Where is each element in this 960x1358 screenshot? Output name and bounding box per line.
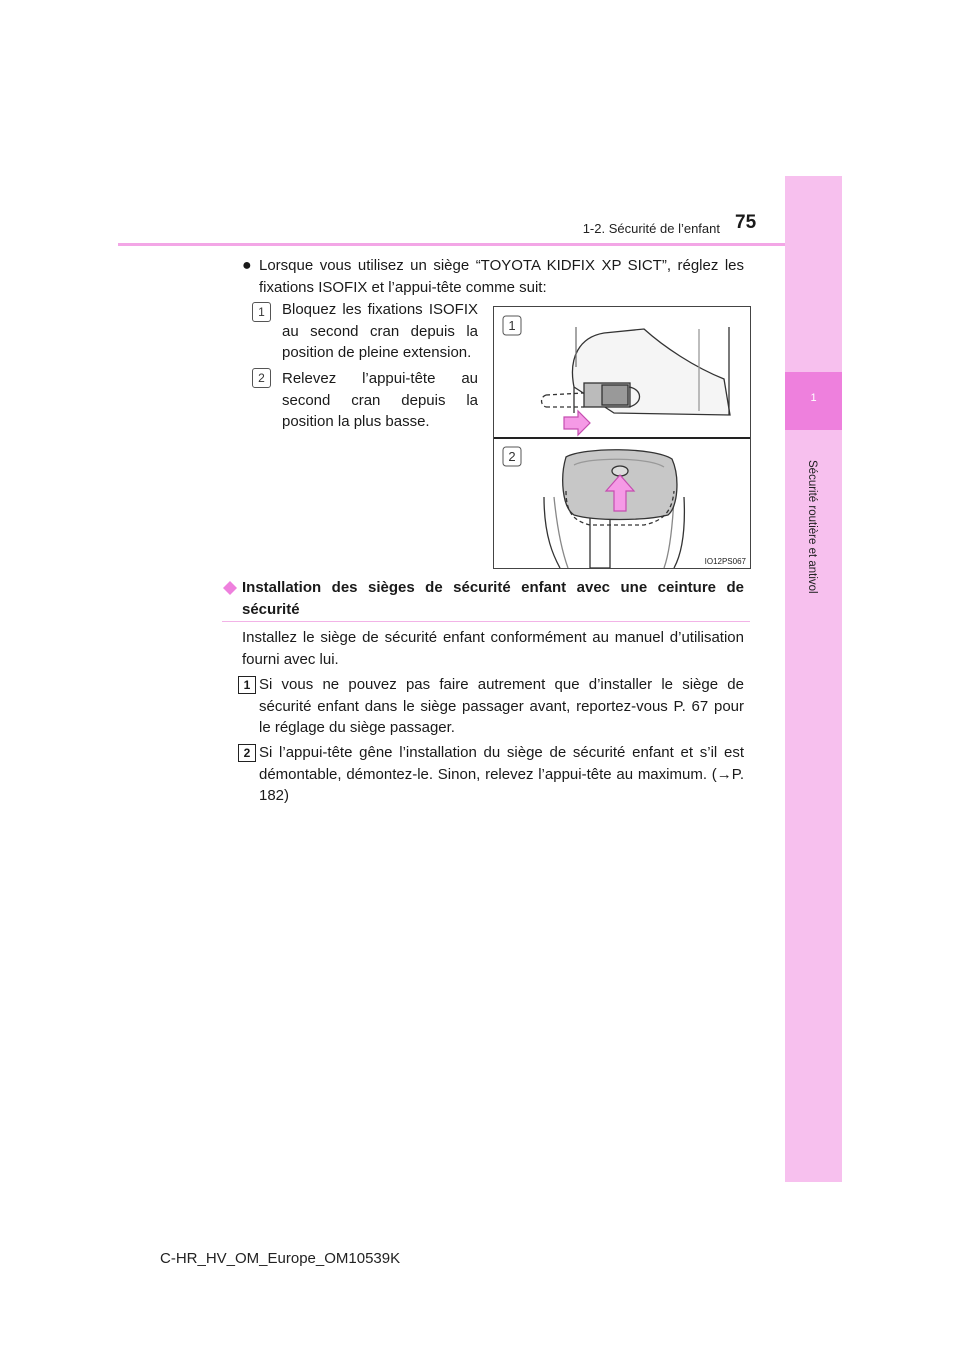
page-number: 75: [735, 212, 757, 233]
step-text-1: Bloquez les fixations ISOFIX au second cran depuis la position de pleine extension.: [282, 301, 478, 361]
section-title: 1-2. Sécurité de l’enfant: [582, 221, 720, 236]
illustration-code: [690, 556, 748, 566]
isofix-headrest-illustration: [493, 306, 751, 569]
step-number-1: 1: [252, 302, 271, 322]
step-text-2: Relevez l’appui-tête au second cran depuis la position la plus basse.: [282, 370, 478, 430]
heading-rule: [222, 621, 750, 622]
bullet-text: Lorsque vous utilisez un siège “TOYOTA KIDFIX XP SICT”, réglez les fixations ISOFIX et l’appui-tête comme suit:: [259, 257, 744, 296]
item-text-1: Si vous ne pouvez pas faire autrement que d’installer le siège de sécurité enfant dans le siège passager avant, reportez-vous P. 67 pour le réglage du siège passager.: [259, 676, 744, 736]
bullet-icon: ●: [242, 257, 252, 274]
panel-1-label-icon: [503, 316, 521, 335]
isofix-seat-base-drawing: [542, 327, 731, 415]
chapter-number: 1: [810, 392, 817, 404]
diamond-bullet-icon: [222, 580, 238, 596]
item-text-2: Si l’appui-tête gêne l’installation du siège de sécurité enfant et s’il est démontable, démontez-le. Sinon, relevez l’appui-tête au maximum. (→P. 182): [259, 744, 744, 804]
panel-2-label: 2: [508, 449, 516, 464]
slide-arrow-icon: [564, 411, 590, 435]
header-rule: [118, 243, 785, 246]
item-number-2: 2: [238, 744, 256, 762]
panel-2-label-icon: [503, 447, 521, 466]
chapter-side-tab: [785, 176, 842, 1182]
section-heading: Installation des sièges de sécurité enfant avec une ceinture de sécurité: [242, 579, 744, 618]
step-number-2: 2: [252, 368, 271, 388]
chapter-label: Sécurité routière et antivol: [806, 460, 818, 594]
item-number-1: 1: [238, 676, 256, 694]
illustration-code-text: IO12PS067: [704, 557, 746, 566]
document-footer: C-HR_HV_OM_Europe_OM10539K: [160, 1250, 401, 1267]
panel-1-label: 1: [508, 318, 516, 333]
section-intro: Installez le siège de sécurité enfant conformément au manuel d’utilisation fourni avec lui.: [242, 629, 744, 668]
